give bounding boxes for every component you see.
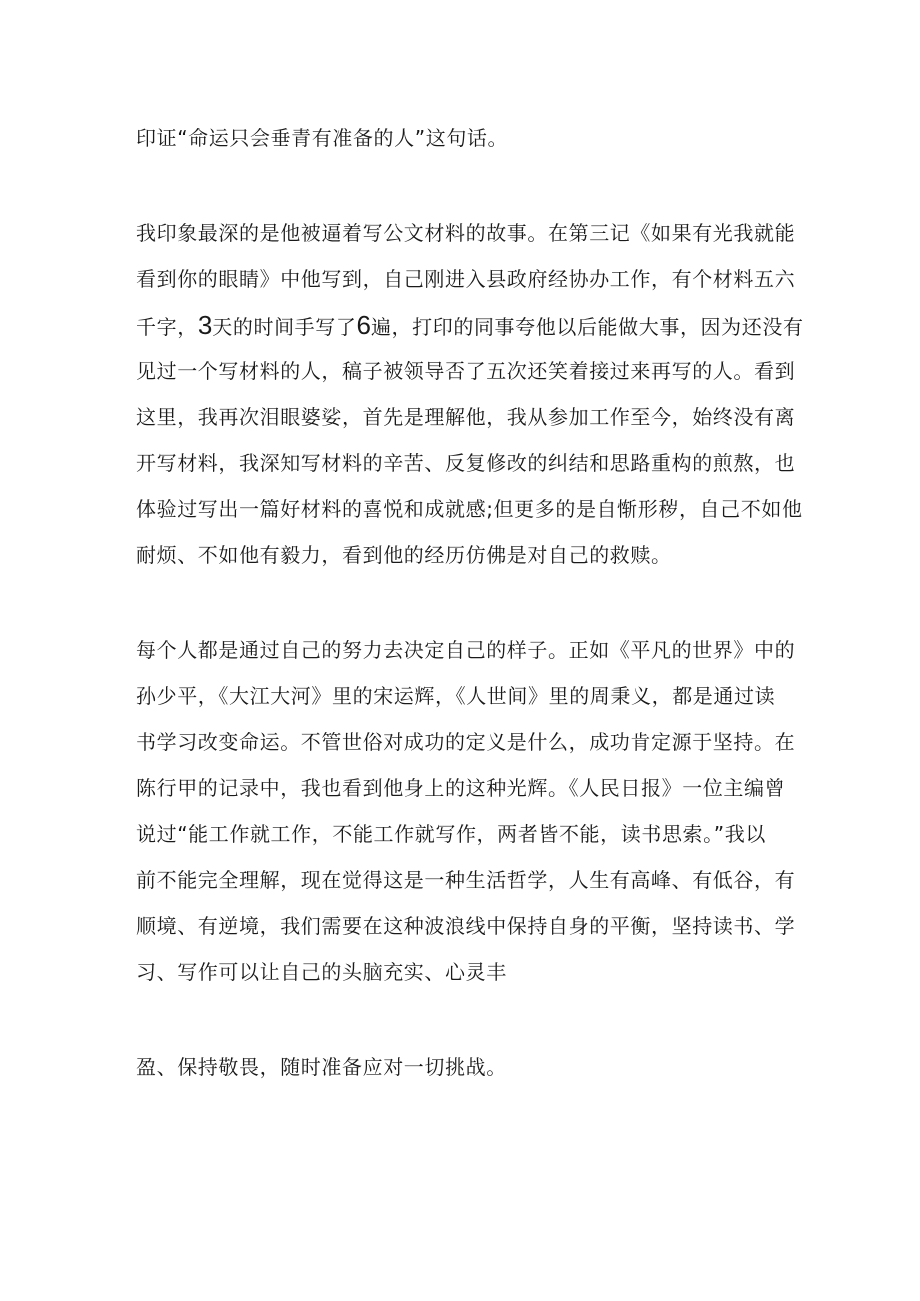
paragraph-3-line-3: [136, 728, 795, 756]
number-run: 6: [356, 310, 371, 340]
paragraph-2-line-2: [136, 265, 795, 293]
text-run: 看到你的眼睛》中他写到，自己刚进入县政府经协办工作，有个材料五六: [136, 267, 796, 291]
text-run: 前不能完全理解，现在觉得这是一种生活哲学，人生有高峰、有低谷，有: [136, 868, 796, 892]
paragraph-1-line-1: [136, 124, 508, 152]
paragraph-3-line-2: [136, 682, 775, 710]
text-run: 书学习改变命运。不管世俗对成功的定义是什么，成功肯定源于坚持。在: [136, 730, 796, 754]
text-run: 盈、保持敬畏，随时准备应对一切挑战。: [136, 1055, 507, 1079]
paragraph-2-line-1: [136, 219, 795, 247]
text-run: 耐烦、不如他有毅力，看到他的经历仿佛是对自己的救赎。: [136, 543, 672, 567]
paragraph-2-line-3: [136, 311, 804, 339]
paragraph-4-line-1: [136, 1053, 507, 1081]
paragraph-3-line-4: [136, 774, 785, 802]
paragraph-3-line-7: [136, 912, 795, 940]
paragraph-2-line-7: [136, 495, 803, 523]
text-run: 说过“能工作就工作，不能工作就写作，两者皆不能，读书思索。”我以: [136, 822, 766, 846]
text-run: 开写材料，我深知写材料的辛苦、反复修改的纠结和思路重构的煎熬，也: [136, 451, 796, 475]
paragraph-3-line-1: [136, 636, 795, 664]
paragraph-3-line-6: [136, 866, 795, 894]
paragraph-3-line-5: [136, 820, 766, 848]
text-run: 天的时间手写了: [212, 315, 357, 339]
text-run: 我印象最深的是他被逼着写公文材料的故事。在第三记《如果有光我就能: [136, 221, 796, 245]
text-run: 陈行甲的记录中，我也看到他身上的这种光辉。《人民日报》一位主编曾: [136, 776, 786, 800]
text-run: 习、写作可以让自己的头脑充实、心灵丰: [136, 960, 507, 984]
paragraph-2-line-6: [136, 449, 795, 477]
text-run: 孙少平，《大江大河》里的宋运辉，《人世间》里的周秉义，都是通过读: [136, 684, 776, 708]
text-run: 印证“命运只会垂青有准备的人”这句话。: [136, 126, 509, 150]
text-run: 千字，: [136, 315, 198, 339]
paragraph-2-line-8: [136, 541, 672, 569]
text-run: 遍，打印的同事夸他以后能做大事，因为还没有: [370, 315, 804, 339]
number-run: 3: [197, 310, 213, 340]
paragraph-3-line-8: [136, 958, 507, 986]
text-run: 见过一个写材料的人，稿子被领导否了五次还笑着接过来再写的人。看到: [136, 359, 796, 383]
text-run: 这里，我再次泪眼婆娑，首先是理解他，我从参加工作至今，始终没有离: [136, 405, 796, 429]
text-run: 每个人都是通过自己的努力去决定自己的样子。正如《平凡的世界》中的: [136, 638, 796, 662]
text-run: 顺境、有逆境，我们需要在这种波浪线中保持自身的平衡，坚持读书、学: [136, 914, 796, 938]
paragraph-2-line-4: [136, 357, 795, 385]
text-run: 体验过写出一篇好材料的喜悦和成就感;但更多的是自惭形秽，自己不如他: [136, 497, 803, 521]
paragraph-2-line-5: [136, 403, 795, 431]
